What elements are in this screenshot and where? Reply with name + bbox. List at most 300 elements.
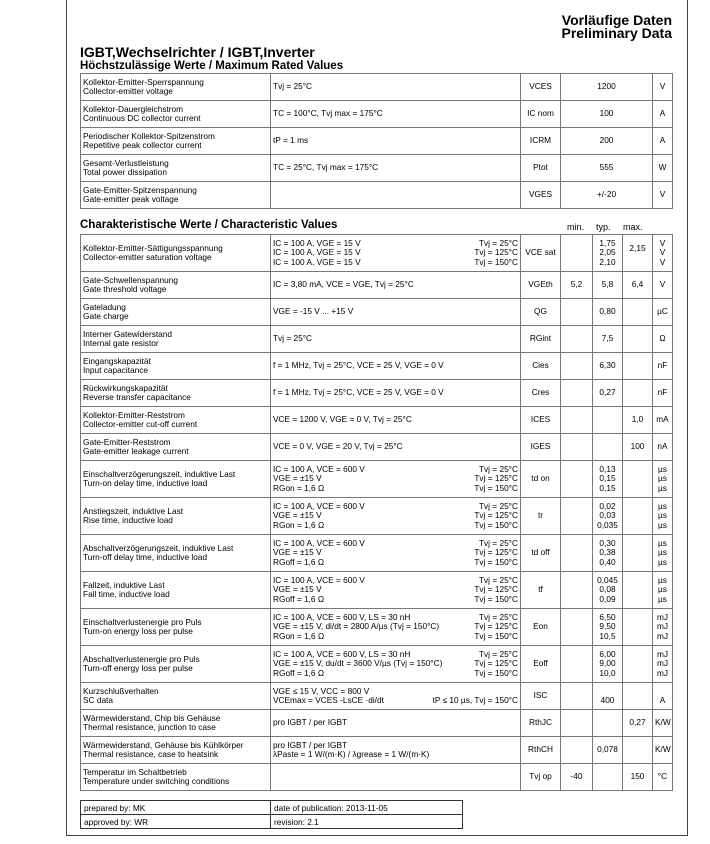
- parameter-name: [81, 535, 271, 572]
- condition-line: [273, 442, 518, 451]
- symbol: VGES: [521, 182, 561, 209]
- parameter-name: [81, 710, 271, 737]
- condition: [271, 353, 521, 380]
- max-row: [81, 155, 673, 182]
- symbol: QG: [521, 299, 561, 326]
- value-max: [623, 646, 653, 683]
- condition-temp: Tvj = 125°C: [474, 247, 518, 258]
- col-min-header: min.: [567, 222, 585, 232]
- condition: [271, 683, 521, 710]
- value-unit: µs µs µs: [653, 572, 673, 609]
- value-max: [623, 299, 653, 326]
- symbol: Eoff: [521, 646, 561, 683]
- value-min: 5,2: [561, 272, 593, 299]
- unit: V: [653, 182, 673, 209]
- condition-temp: Tvj = 150°C: [474, 593, 518, 604]
- value-min: [561, 299, 593, 326]
- value-typ: 0,02 0,03 0,035: [593, 498, 623, 535]
- value-min: -40: [561, 764, 593, 791]
- condition-temp: Tvj = 150°C: [474, 667, 518, 678]
- condition-temp: Tvj = 25°C: [478, 500, 518, 511]
- parameter-name-en: Turn-off delay time, inductive load: [83, 552, 208, 562]
- unit: V: [653, 74, 673, 101]
- value-unit: mJ mJ mJ: [653, 609, 673, 646]
- condition-temp: Tvj = 25°C: [478, 574, 518, 585]
- value-unit: mA: [653, 407, 673, 434]
- parameter-name: [81, 380, 271, 407]
- footer-table: [80, 800, 463, 829]
- value-min: [561, 461, 593, 498]
- parameter-name-en: Continuous DC collector current: [83, 113, 201, 123]
- symbol: VCES: [521, 74, 561, 101]
- parameter-name: [81, 299, 271, 326]
- parameter-name: [81, 609, 271, 646]
- condition-temp: Tvj = 125°C: [474, 658, 518, 669]
- condition: [271, 235, 521, 272]
- condition-temp: Tvj = 150°C: [474, 519, 518, 530]
- condition-text: RGon = 1,6 Ω: [273, 482, 325, 493]
- value-typ: 400: [593, 683, 623, 710]
- parameter-name-en: Internal gate resistor: [83, 338, 159, 348]
- condition: TC = 25°C, Tvj max = 175°C: [271, 155, 521, 182]
- value-max: 150: [623, 764, 653, 791]
- char-row: [81, 434, 673, 461]
- parameter-name-en: Input capacitance: [83, 365, 149, 375]
- condition-text: pro IGBT / per IGBT: [273, 739, 348, 750]
- parameter-name-de: Abschaltverlustenergie pro Puls: [83, 653, 200, 664]
- value-unit: V: [653, 272, 673, 299]
- value-min: [561, 235, 593, 272]
- char-row: [81, 710, 673, 737]
- value-typ: 5,8: [593, 272, 623, 299]
- condition-line: [273, 696, 518, 705]
- value: 555: [561, 155, 653, 182]
- symbol: Cies: [521, 353, 561, 380]
- condition-line: [273, 361, 518, 370]
- value-min: [561, 326, 593, 353]
- max-row: [81, 74, 673, 101]
- max-rated-values-title: Höchstzulässige Werte / Maximum Rated Values: [80, 60, 344, 72]
- condition: [271, 326, 521, 353]
- value-max: [623, 353, 653, 380]
- value-unit: µC: [653, 299, 673, 326]
- condition-line: [273, 632, 518, 641]
- symbol: Ptot: [521, 155, 561, 182]
- condition-text: IC = 3,80 mA, VCE = VGE, Tvj = 25°C: [273, 279, 414, 290]
- condition-line: [273, 521, 518, 530]
- value-unit: V V V: [653, 235, 673, 272]
- value-min: [561, 498, 593, 535]
- value-max: [623, 609, 653, 646]
- parameter-name-de: Gesamt-Verlustleistung: [83, 157, 169, 168]
- parameter-name-en: Thermal resistance, case to heatsink: [83, 749, 219, 759]
- parameter-name-de: Wärmewiderstand, Gehäuse bis Kühlkörper: [83, 739, 244, 750]
- max-row: [81, 182, 673, 209]
- value: 200: [561, 128, 653, 155]
- condition: [271, 609, 521, 646]
- condition-text: RGon = 1,6 Ω: [273, 630, 325, 641]
- condition-text: IC = 100 A, VCE = 600 V: [273, 537, 365, 548]
- unit: A: [653, 101, 673, 128]
- value-max: 0,27: [623, 710, 653, 737]
- value-max: 2,15: [623, 235, 653, 272]
- max-row: [81, 101, 673, 128]
- condition-text: IC = 100 A, VGE = 15 V: [273, 256, 361, 267]
- symbol: RthJC: [521, 710, 561, 737]
- value: +/-20: [561, 182, 653, 209]
- prelim-en: Preliminary Data: [561, 25, 672, 41]
- condition-text: RGoff = 1,6 Ω: [273, 593, 325, 604]
- condition-text: pro IGBT / per IGBT: [273, 717, 348, 728]
- parameter-name-de: Kurzschlußverhalten: [83, 685, 159, 696]
- condition: Tvj = 25°C: [271, 74, 521, 101]
- parameter-name-en: Turn-off energy loss per pulse: [83, 663, 193, 673]
- condition: [271, 572, 521, 609]
- condition: [271, 182, 521, 209]
- value-typ: [593, 764, 623, 791]
- condition: [271, 535, 521, 572]
- condition-text: RGoff = 1,6 Ω: [273, 556, 325, 567]
- symbol: tr: [521, 498, 561, 535]
- value-unit: K/W: [653, 710, 673, 737]
- char-row: [81, 235, 673, 272]
- condition-temp: tP ≤ 10 µs, Tvj = 150°C: [432, 695, 518, 705]
- value-unit: mJ mJ mJ: [653, 646, 673, 683]
- condition-text: VGE = ±15 V, di/dt = 2800 A/µs (Tvj = 150°C): [273, 621, 440, 632]
- condition: [271, 737, 521, 764]
- value-typ: 6,00 9,00 10,0: [593, 646, 623, 683]
- value-max: [623, 498, 653, 535]
- parameter-name-de: Kollektor-Dauergleichstrom: [83, 103, 184, 114]
- condition-text: IC = 100 A, VCE = 600 V: [273, 574, 365, 585]
- condition-line: [273, 307, 518, 316]
- parameter-name: [81, 461, 271, 498]
- symbol: RthCH: [521, 737, 561, 764]
- value-max: 6,4: [623, 272, 653, 299]
- symbol: VCE sat: [521, 235, 561, 272]
- parameter-name: [81, 182, 271, 209]
- condition-text: IC = 100 A, VGE = 15 V: [273, 247, 361, 258]
- parameter-name-de: Rückwirkungskapazität: [83, 382, 168, 393]
- condition-line: [273, 334, 518, 343]
- parameter-name: [81, 74, 271, 101]
- value-typ: 1,75 2,05 2,10: [593, 235, 623, 272]
- char-row: [81, 572, 673, 609]
- condition-text: IC = 100 A, VCE = 600 V: [273, 500, 365, 511]
- value-unit: µs µs µs: [653, 535, 673, 572]
- value-typ: 0,27: [593, 380, 623, 407]
- parameter-name-de: Gate-Emitter-Spitzenspannung: [83, 184, 197, 195]
- condition-temp: Tvj = 125°C: [474, 547, 518, 558]
- publication-date: date of publication: 2013-11-05: [271, 801, 463, 815]
- condition: [271, 407, 521, 434]
- condition: TC = 100°C, Tvj max = 175°C: [271, 101, 521, 128]
- condition-line: [273, 388, 518, 397]
- condition: [271, 272, 521, 299]
- parameter-name-de: Gateladung: [83, 301, 126, 312]
- value-typ: 0,13 0,15 0,15: [593, 461, 623, 498]
- parameter-name: [81, 272, 271, 299]
- parameter-name-en: Collector-emitter voltage: [83, 86, 173, 96]
- parameter-name-en: Collector-emitter saturation voltage: [83, 252, 212, 262]
- parameter-name: [81, 737, 271, 764]
- value-min: [561, 683, 593, 710]
- symbol: ICRM: [521, 128, 561, 155]
- char-row: [81, 461, 673, 498]
- parameter-name-en: Gate threshold voltage: [83, 284, 167, 294]
- char-row: [81, 353, 673, 380]
- value: 100: [561, 101, 653, 128]
- condition-text: IC = 100 A, VGE = 15 V: [273, 237, 361, 248]
- condition-text: f = 1 MHz, Tvj = 25°C, VCE = 25 V, VGE = 0 V: [273, 360, 444, 371]
- parameter-name-de: Periodischer Kollektor-Spitzenstrom: [83, 130, 215, 141]
- condition: [271, 380, 521, 407]
- condition-text: Tvj = 25°C: [273, 333, 313, 344]
- parameter-name: [81, 434, 271, 461]
- parameter-name-en: Turn-on energy loss per pulse: [83, 626, 193, 636]
- value-min: [561, 572, 593, 609]
- value-max: 1,0: [623, 407, 653, 434]
- condition-temp: Tvj = 25°C: [478, 648, 518, 659]
- value-min: [561, 737, 593, 764]
- symbol: Eon: [521, 609, 561, 646]
- condition-text: VCE = 0 V, VGE = 20 V, Tvj = 25°C: [273, 441, 403, 452]
- value-min: [561, 353, 593, 380]
- parameter-name: [81, 128, 271, 155]
- condition-temp: Tvj = 125°C: [474, 473, 518, 484]
- condition-text: λPaste = 1 W/(m·K) / λgrease = 1 W/(m·K): [273, 749, 430, 759]
- condition-temp: Tvj = 25°C: [478, 611, 518, 622]
- value-max: 100: [623, 434, 653, 461]
- value-max: [623, 326, 653, 353]
- condition-text: RGoff = 1,6 Ω: [273, 667, 325, 678]
- value-unit: °C: [653, 764, 673, 791]
- value-typ: 6,30: [593, 353, 623, 380]
- char-row: [81, 764, 673, 791]
- symbol: td on: [521, 461, 561, 498]
- char-row: [81, 299, 673, 326]
- condition-temp: Tvj = 25°C: [478, 237, 518, 248]
- parameter-name-en: Repetitive peak collector current: [83, 140, 202, 150]
- value-typ: 0,30 0,38 0,40: [593, 535, 623, 572]
- page-title: IGBT,Wechselrichter / IGBT,Inverter: [80, 44, 315, 60]
- parameter-name-de: Einschaltverlustenergie pro Puls: [83, 616, 202, 627]
- parameter-name-en: Collector-emitter cut-off current: [83, 419, 198, 429]
- parameter-name-en: Gate charge: [83, 311, 129, 321]
- value-unit: µs µs µs: [653, 461, 673, 498]
- char-row: [81, 683, 673, 710]
- characteristic-values-title: Charakteristische Werte / Characteristic Values: [80, 219, 338, 231]
- value-typ: 6,50 9,50 10,5: [593, 609, 623, 646]
- revision: revision: 2.1: [271, 815, 463, 829]
- characteristic-values-table: [80, 234, 673, 791]
- parameter-name: [81, 407, 271, 434]
- parameter-name-de: Temperatur im Schaltbetrieb: [83, 766, 187, 777]
- value-min: [561, 646, 593, 683]
- symbol: Cres: [521, 380, 561, 407]
- value-min: [561, 407, 593, 434]
- symbol: RGint: [521, 326, 561, 353]
- char-row: [81, 646, 673, 683]
- parameter-name-de: Abschaltverzögerungszeit, induktive Last: [83, 542, 234, 553]
- parameter-name-de: Fallzeit, induktive Last: [83, 579, 165, 590]
- parameter-name-de: Interner Gatewiderstand: [83, 328, 173, 339]
- condition-temp: Tvj = 25°C: [478, 463, 518, 474]
- parameter-name: [81, 101, 271, 128]
- parameter-name-de: Gate-Emitter-Reststrom: [83, 436, 171, 447]
- char-row: [81, 407, 673, 434]
- parameter-name: [81, 764, 271, 791]
- parameter-name-de: Kollektor-Emitter-Reststrom: [83, 409, 185, 420]
- condition-text: VGE ≤ 15 V, VCC = 800 V: [273, 685, 370, 696]
- value-min: [561, 609, 593, 646]
- value-min: [561, 535, 593, 572]
- parameter-name-en: Gate-emitter leakage current: [83, 446, 189, 456]
- approved-by: approved by: WR: [81, 815, 271, 829]
- max-rated-values-table: [80, 73, 673, 209]
- char-row: [81, 326, 673, 353]
- condition-text: RGon = 1,6 Ω: [273, 519, 325, 530]
- condition-temp: Tvj = 125°C: [474, 510, 518, 521]
- parameter-name-de: Wärmewiderstand, Chip bis Gehäuse: [83, 712, 221, 723]
- value-unit: Ω: [653, 326, 673, 353]
- condition-temp: Tvj = 150°C: [474, 630, 518, 641]
- condition: [271, 434, 521, 461]
- parameter-name: [81, 498, 271, 535]
- unit: W: [653, 155, 673, 182]
- condition: [271, 461, 521, 498]
- parameter-name: [81, 326, 271, 353]
- parameter-name-en: Fall time, inductive load: [83, 589, 170, 599]
- symbol: td off: [521, 535, 561, 572]
- parameter-name-en: Gate-emitter peak voltage: [83, 194, 179, 204]
- value-max: [623, 461, 653, 498]
- condition-text: VCE = 1200 V, VGE = 0 V, Tvj = 25°C: [273, 414, 412, 425]
- parameter-name-de: Kollektor-Emitter-Sperrspannung: [83, 76, 204, 87]
- parameter-name: [81, 683, 271, 710]
- parameter-name-en: Thermal resistance, junction to case: [83, 722, 216, 732]
- condition-text: VCEmax = VCES -LsCE ·di/dt: [273, 695, 384, 705]
- parameter-name-en: SC data: [83, 695, 113, 705]
- parameter-name: [81, 572, 271, 609]
- value-max: [623, 380, 653, 407]
- parameter-name-en: Temperature under switching conditions: [83, 776, 230, 786]
- condition: [271, 764, 521, 791]
- value-min: [561, 434, 593, 461]
- condition-temp: Tvj = 150°C: [474, 256, 518, 267]
- condition-text: VGE = ±15 V: [273, 547, 322, 558]
- char-row: [81, 272, 673, 299]
- condition-line: [273, 415, 518, 424]
- char-row: [81, 609, 673, 646]
- symbol: Tvj op: [521, 764, 561, 791]
- value-typ: [593, 710, 623, 737]
- parameter-name: [81, 155, 271, 182]
- symbol: ISC: [521, 683, 561, 710]
- condition-line: [273, 558, 518, 567]
- value-max: [623, 572, 653, 609]
- parameter-name-de: Eingangskapazität: [83, 355, 151, 366]
- value-min: [561, 380, 593, 407]
- char-row: [81, 737, 673, 764]
- char-row: [81, 380, 673, 407]
- parameter-name-en: Rise time, inductive load: [83, 515, 173, 525]
- value-max: [623, 535, 653, 572]
- value-min: [561, 710, 593, 737]
- value-max: [623, 683, 653, 710]
- value-unit: nF: [653, 353, 673, 380]
- unit: A: [653, 128, 673, 155]
- condition-line: [273, 669, 518, 678]
- condition-temp: Tvj = 150°C: [474, 482, 518, 493]
- parameter-name-de: Kollektor-Emitter-Sättigungsspannung: [83, 242, 223, 253]
- condition-temp: Tvj = 25°C: [478, 537, 518, 548]
- condition-text: IC = 100 A, VCE = 600 V: [273, 463, 365, 474]
- condition-text: f = 1 MHz, Tvj = 25°C, VCE = 25 V, VGE = 0 V: [273, 387, 444, 398]
- condition: [271, 646, 521, 683]
- condition-line: [273, 280, 518, 289]
- value-unit: K/W: [653, 737, 673, 764]
- value-typ: 0,045 0,08 0,09: [593, 572, 623, 609]
- condition: [271, 498, 521, 535]
- value-typ: [593, 407, 623, 434]
- value-unit: A: [653, 683, 673, 710]
- value-typ: 0,80: [593, 299, 623, 326]
- condition-line: [273, 750, 518, 759]
- value-unit: µs µs µs: [653, 498, 673, 535]
- value-unit: nF: [653, 380, 673, 407]
- symbol: tf: [521, 572, 561, 609]
- symbol: ICES: [521, 407, 561, 434]
- condition-line: [273, 258, 518, 267]
- condition-line: [273, 718, 518, 727]
- parameter-name-en: Reverse transfer capacitance: [83, 392, 191, 402]
- condition: [271, 710, 521, 737]
- condition-temp: Tvj = 125°C: [474, 621, 518, 632]
- value-max: [623, 737, 653, 764]
- condition-line: [273, 595, 518, 604]
- condition-text: IC = 100 A, VCE = 600 V, LS = 30 nH: [273, 648, 411, 659]
- condition-text: VGE = ±15 V: [273, 473, 322, 484]
- max-row: [81, 128, 673, 155]
- condition-text: VGE = ±15 V: [273, 510, 322, 521]
- symbol: IC nom: [521, 101, 561, 128]
- parameter-name-de: Anstiegszeit, induktive Last: [83, 505, 184, 516]
- value: 1200: [561, 74, 653, 101]
- char-row: [81, 535, 673, 572]
- condition-text: VGE = ±15 V, du/dt = 3600 V/µs (Tvj = 150°C): [273, 658, 443, 669]
- condition-temp: Tvj = 125°C: [474, 584, 518, 595]
- prepared-by: prepared by: MK: [81, 801, 271, 815]
- symbol: IGES: [521, 434, 561, 461]
- condition-line: [273, 484, 518, 493]
- parameter-name: [81, 235, 271, 272]
- parameter-name-de: Gate-Schwellenspannung: [83, 274, 179, 285]
- value-typ: 7,5: [593, 326, 623, 353]
- prelim-de: Vorläufige Daten: [561, 12, 672, 28]
- parameter-name-en: Total power dissipation: [83, 167, 167, 177]
- condition-text: IC = 100 A, VCE = 600 V, LS = 30 nH: [273, 611, 411, 622]
- parameter-name-de: Einschaltverzögerungszeit, induktive Last: [83, 468, 236, 479]
- condition: tP = 1 ms: [271, 128, 521, 155]
- condition-temp: Tvj = 150°C: [474, 556, 518, 567]
- value-typ: 0,078: [593, 737, 623, 764]
- col-max-header: max.: [623, 222, 643, 232]
- value-typ: [593, 434, 623, 461]
- parameter-name: [81, 646, 271, 683]
- condition-text: VGE = ±15 V: [273, 584, 322, 595]
- col-typ-header: typ.: [596, 222, 611, 232]
